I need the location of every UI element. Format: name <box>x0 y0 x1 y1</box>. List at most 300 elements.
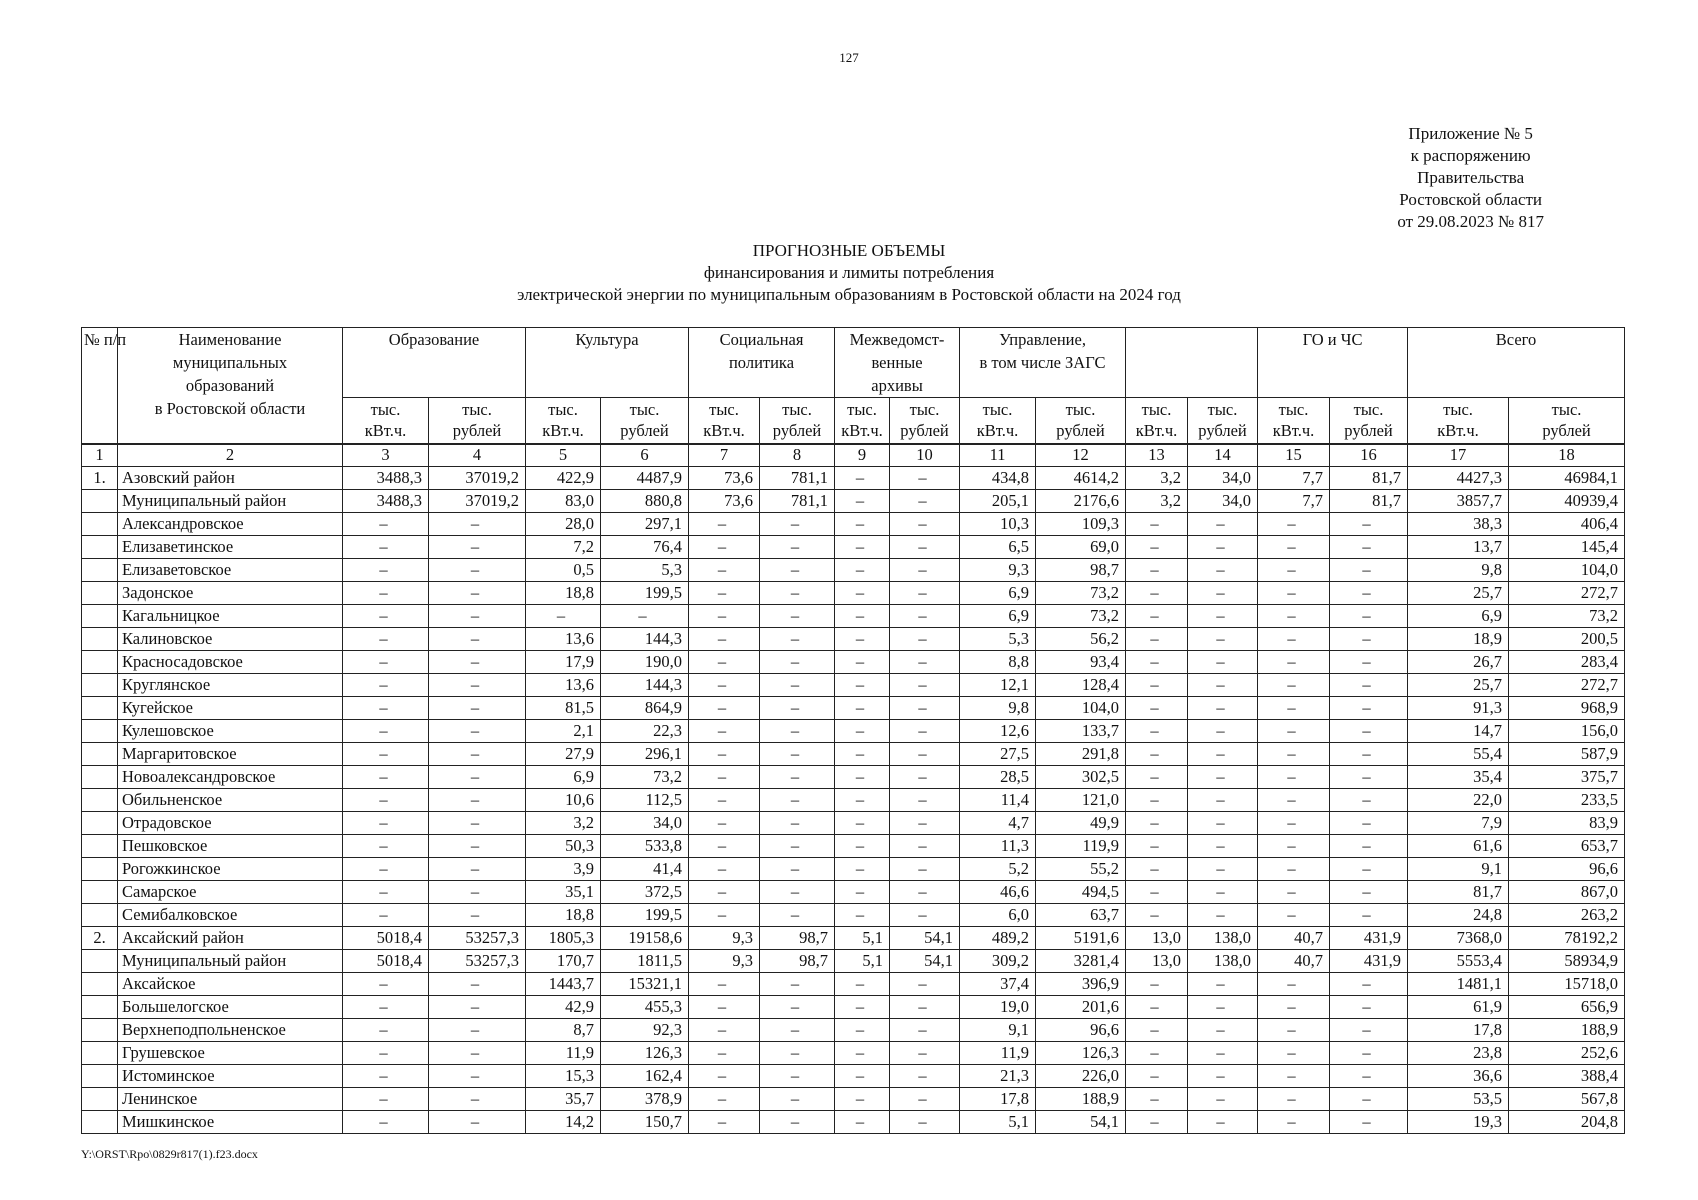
header-text-line: Социальная <box>719 330 804 349</box>
value-cell: 23,8 <box>1408 1042 1509 1065</box>
header-group <box>1408 328 1625 398</box>
value-cell: – <box>760 582 835 605</box>
document-title <box>0 240 1698 306</box>
value-cell: – <box>1126 605 1188 628</box>
header-text-line: тыс. <box>847 400 877 419</box>
table-row <box>82 881 1625 904</box>
value-cell: 233,5 <box>1509 789 1625 812</box>
value-cell: – <box>1188 720 1258 743</box>
value-cell: – <box>429 835 526 858</box>
value-cell: 11,9 <box>960 1042 1036 1065</box>
municipality-name: Верхнеподпольненское <box>118 1019 343 1042</box>
value-cell: 96,6 <box>1036 1019 1126 1042</box>
value-cell: – <box>760 996 835 1019</box>
header-text-line: кВт.ч. <box>542 421 584 440</box>
unit-kwh <box>1408 398 1509 445</box>
header-text-line: кВт.ч. <box>1437 421 1479 440</box>
value-cell: – <box>890 1065 960 1088</box>
value-cell: 494,5 <box>1036 881 1126 904</box>
value-cell: – <box>689 996 760 1019</box>
table-row <box>82 950 1625 973</box>
value-cell: 37,4 <box>960 973 1036 996</box>
value-cell: 18,8 <box>526 904 601 927</box>
value-cell: 10,6 <box>526 789 601 812</box>
value-cell: 98,7 <box>760 927 835 950</box>
value-cell: 145,4 <box>1509 536 1625 559</box>
value-cell: – <box>1330 904 1408 927</box>
value-cell: 431,9 <box>1330 950 1408 973</box>
header-text-line: Образование <box>388 330 480 349</box>
value-cell: – <box>1258 651 1330 674</box>
value-cell: 40,7 <box>1258 950 1330 973</box>
value-cell: 188,9 <box>1036 1088 1126 1111</box>
value-cell: – <box>1126 812 1188 835</box>
value-cell: – <box>689 789 760 812</box>
value-cell: – <box>689 536 760 559</box>
value-cell: – <box>890 674 960 697</box>
value-cell: – <box>343 743 429 766</box>
value-cell: 1443,7 <box>526 973 601 996</box>
table-row <box>82 559 1625 582</box>
value-cell: – <box>1330 881 1408 904</box>
value-cell: – <box>890 743 960 766</box>
value-cell: 15718,0 <box>1509 973 1625 996</box>
header-text-line: тыс. <box>1353 400 1384 419</box>
value-cell: – <box>890 1019 960 1042</box>
value-cell: – <box>760 1042 835 1065</box>
value-cell: 309,2 <box>960 950 1036 973</box>
value-cell: – <box>689 812 760 835</box>
page-number: 127 <box>839 50 859 65</box>
value-cell: 53,5 <box>1408 1088 1509 1111</box>
value-cell: 5018,4 <box>343 927 429 950</box>
value-cell: – <box>1258 674 1330 697</box>
value-cell: – <box>1330 559 1408 582</box>
header-text-line: тыс. <box>370 400 401 419</box>
row-index <box>82 950 118 973</box>
row-index <box>82 812 118 835</box>
value-cell: – <box>835 467 890 490</box>
header-group <box>1258 328 1408 398</box>
value-cell: – <box>890 490 960 513</box>
column-number: 15 <box>1258 444 1330 467</box>
value-cell: – <box>835 904 890 927</box>
municipality-name: Муниципальный район <box>118 490 343 513</box>
unit-rub <box>1036 398 1126 445</box>
appendix-block <box>1397 123 1544 233</box>
value-cell: 138,0 <box>1188 950 1258 973</box>
value-cell: 396,9 <box>1036 973 1126 996</box>
value-cell: 162,4 <box>601 1065 689 1088</box>
value-cell: – <box>343 766 429 789</box>
value-cell: – <box>1330 1088 1408 1111</box>
value-cell: – <box>1330 674 1408 697</box>
value-cell: – <box>429 881 526 904</box>
value-cell: 5553,4 <box>1408 950 1509 973</box>
header-text-line: тыс. <box>1443 400 1473 419</box>
value-cell: – <box>1330 1019 1408 1042</box>
value-cell: 1481,1 <box>1408 973 1509 996</box>
value-cell: – <box>760 835 835 858</box>
header-text-line: в том числе ЗАГС <box>979 353 1106 372</box>
value-cell: – <box>835 812 890 835</box>
value-cell: 4,7 <box>960 812 1036 835</box>
value-cell: – <box>1258 720 1330 743</box>
table-row <box>82 651 1625 674</box>
value-cell: 73,2 <box>1036 582 1126 605</box>
value-cell: 6,9 <box>1408 605 1509 628</box>
value-cell: – <box>1188 835 1258 858</box>
value-cell: – <box>890 651 960 674</box>
value-cell: 6,9 <box>960 605 1036 628</box>
value-cell: – <box>835 720 890 743</box>
value-cell: – <box>343 789 429 812</box>
header-text-line: Культура <box>575 330 639 349</box>
value-cell: 9,3 <box>960 559 1036 582</box>
value-cell: – <box>689 628 760 651</box>
value-cell: – <box>1126 1111 1188 1134</box>
value-cell: – <box>689 766 760 789</box>
value-cell: – <box>1258 743 1330 766</box>
value-cell: 15321,1 <box>601 973 689 996</box>
value-cell: 5,3 <box>601 559 689 582</box>
value-cell: – <box>835 996 890 1019</box>
value-cell: – <box>1126 973 1188 996</box>
title-line: ПРОГНОЗНЫЕ ОБЪЕМЫ <box>752 241 946 260</box>
value-cell: – <box>343 628 429 651</box>
value-cell: 864,9 <box>601 697 689 720</box>
column-number: 8 <box>760 444 835 467</box>
value-cell: – <box>1258 973 1330 996</box>
title-line: электрической энергии по муниципальным образованиям в Ростовской области на 2024 год <box>517 285 1181 304</box>
value-cell: – <box>429 973 526 996</box>
header-text-line: тыс. <box>709 400 739 419</box>
file-path-footer: Y:\ORST\Rpo\0829r817(1).f23.docx <box>81 1147 258 1161</box>
value-cell: – <box>1188 789 1258 812</box>
header-text-line: в Ростовской области <box>154 399 306 418</box>
value-cell: – <box>1330 582 1408 605</box>
value-cell: – <box>343 674 429 697</box>
municipality-name: Мишкинское <box>118 1111 343 1134</box>
municipality-name: Новоалександровское <box>118 766 343 789</box>
header-text-line: муниципальных <box>172 353 288 372</box>
value-cell: – <box>1330 513 1408 536</box>
row-index <box>82 743 118 766</box>
value-cell: 54,1 <box>1036 1111 1126 1134</box>
value-cell: 13,0 <box>1126 950 1188 973</box>
municipality-name: Задонское <box>118 582 343 605</box>
value-cell: – <box>343 858 429 881</box>
value-cell: 388,4 <box>1509 1065 1625 1088</box>
value-cell: 24,8 <box>1408 904 1509 927</box>
value-cell: – <box>1126 881 1188 904</box>
value-cell: 93,4 <box>1036 651 1126 674</box>
value-cell: – <box>1126 904 1188 927</box>
value-cell: – <box>1258 513 1330 536</box>
value-cell: – <box>526 605 601 628</box>
value-cell: 55,4 <box>1408 743 1509 766</box>
value-cell: 7,2 <box>526 536 601 559</box>
value-cell: – <box>760 904 835 927</box>
header-group <box>526 328 689 398</box>
value-cell: – <box>760 536 835 559</box>
value-cell: 36,6 <box>1408 1065 1509 1088</box>
value-cell: 533,8 <box>601 835 689 858</box>
value-cell: – <box>343 904 429 927</box>
value-cell: 170,7 <box>526 950 601 973</box>
value-cell: – <box>1188 582 1258 605</box>
value-cell: 81,7 <box>1330 490 1408 513</box>
header-text-line: тыс. <box>629 400 660 419</box>
row-index <box>82 766 118 789</box>
value-cell: 204,8 <box>1509 1111 1625 1134</box>
value-cell: – <box>1188 1065 1258 1088</box>
value-cell: – <box>689 582 760 605</box>
value-cell: – <box>429 996 526 1019</box>
header-text-line: тыс. <box>462 400 492 419</box>
row-index <box>82 605 118 628</box>
value-cell: – <box>689 513 760 536</box>
header-row-groups <box>82 328 1625 398</box>
value-cell: – <box>1126 720 1188 743</box>
unit-kwh <box>1126 398 1188 445</box>
value-cell: 104,0 <box>1036 697 1126 720</box>
value-cell: – <box>760 812 835 835</box>
value-cell: 34,0 <box>1188 467 1258 490</box>
column-number: 14 <box>1188 444 1258 467</box>
value-cell: – <box>429 674 526 697</box>
value-cell: – <box>689 1111 760 1134</box>
table-row <box>82 858 1625 881</box>
value-cell: – <box>1126 628 1188 651</box>
value-cell: – <box>689 835 760 858</box>
header-text-line: ГО и ЧС <box>1302 330 1363 349</box>
value-cell: 968,9 <box>1509 697 1625 720</box>
table-row <box>82 743 1625 766</box>
value-cell: 13,6 <box>526 628 601 651</box>
value-cell: 3,2 <box>1126 490 1188 513</box>
value-cell: – <box>890 858 960 881</box>
header-text-line: тыс. <box>909 400 940 419</box>
header-text-line: кВт.ч. <box>841 421 883 440</box>
value-cell: – <box>1188 1088 1258 1111</box>
table-row <box>82 904 1625 927</box>
header-text-line: тыс. <box>982 400 1013 419</box>
table-row <box>82 582 1625 605</box>
value-cell: 252,6 <box>1509 1042 1625 1065</box>
value-cell: – <box>1330 1111 1408 1134</box>
value-cell: 378,9 <box>601 1088 689 1111</box>
value-cell: – <box>343 651 429 674</box>
value-cell: – <box>689 697 760 720</box>
value-cell: 12,1 <box>960 674 1036 697</box>
row-index <box>82 881 118 904</box>
value-cell: – <box>601 605 689 628</box>
unit-rub <box>601 398 689 445</box>
value-cell: – <box>1330 651 1408 674</box>
header-text-line: тыс. <box>548 400 578 419</box>
value-cell: 73,6 <box>689 490 760 513</box>
table-row <box>82 1042 1625 1065</box>
value-cell: – <box>835 835 890 858</box>
value-cell: – <box>343 973 429 996</box>
value-cell: – <box>1330 789 1408 812</box>
value-cell: 5,3 <box>960 628 1036 651</box>
value-cell: 76,4 <box>601 536 689 559</box>
municipality-name: Муниципальный район <box>118 950 343 973</box>
value-cell: 3857,7 <box>1408 490 1509 513</box>
municipality-name: Пешковское <box>118 835 343 858</box>
value-cell: – <box>689 674 760 697</box>
value-cell: 656,9 <box>1509 996 1625 1019</box>
value-cell: – <box>1126 536 1188 559</box>
value-cell: 49,9 <box>1036 812 1126 835</box>
value-cell: – <box>1258 835 1330 858</box>
value-cell: – <box>1258 996 1330 1019</box>
row-index: 2. <box>82 927 118 950</box>
value-cell: – <box>689 743 760 766</box>
value-cell: – <box>760 628 835 651</box>
value-cell: – <box>1126 651 1188 674</box>
value-cell: – <box>890 789 960 812</box>
value-cell: 653,7 <box>1509 835 1625 858</box>
value-cell: – <box>835 858 890 881</box>
value-cell: 22,3 <box>601 720 689 743</box>
municipality-name: Большелогское <box>118 996 343 1019</box>
value-cell: – <box>1330 1042 1408 1065</box>
column-number: 12 <box>1036 444 1126 467</box>
value-cell: – <box>1330 812 1408 835</box>
value-cell: – <box>760 674 835 697</box>
value-cell: 144,3 <box>601 628 689 651</box>
table-row <box>82 697 1625 720</box>
value-cell: – <box>343 582 429 605</box>
value-cell: 455,3 <box>601 996 689 1019</box>
municipality-name: Ленинское <box>118 1088 343 1111</box>
value-cell: 13,0 <box>1126 927 1188 950</box>
value-cell: – <box>760 1111 835 1134</box>
value-cell: – <box>835 651 890 674</box>
value-cell: 1811,5 <box>601 950 689 973</box>
value-cell: – <box>890 536 960 559</box>
value-cell: 81,7 <box>1408 881 1509 904</box>
value-cell: 15,3 <box>526 1065 601 1088</box>
value-cell: – <box>1258 789 1330 812</box>
value-cell: – <box>429 1065 526 1088</box>
value-cell: 5191,6 <box>1036 927 1126 950</box>
value-cell: – <box>429 559 526 582</box>
value-cell: – <box>343 1065 429 1088</box>
value-cell: 37019,2 <box>429 467 526 490</box>
table-row <box>82 1019 1625 1042</box>
value-cell: – <box>1188 536 1258 559</box>
value-cell: 34,0 <box>601 812 689 835</box>
value-cell: 9,1 <box>1408 858 1509 881</box>
value-cell: 11,4 <box>960 789 1036 812</box>
header-group <box>835 328 960 398</box>
value-cell: – <box>835 1019 890 1042</box>
row-index <box>82 559 118 582</box>
header-group <box>960 328 1126 398</box>
header-municipality-name <box>118 328 343 445</box>
value-cell: – <box>429 858 526 881</box>
value-cell: 73,2 <box>1509 605 1625 628</box>
value-cell: – <box>429 628 526 651</box>
value-cell: 587,9 <box>1509 743 1625 766</box>
value-cell: – <box>890 467 960 490</box>
value-cell: – <box>1330 536 1408 559</box>
value-cell: – <box>1258 812 1330 835</box>
municipality-name: Александровское <box>118 513 343 536</box>
value-cell: – <box>429 651 526 674</box>
value-cell: – <box>890 628 960 651</box>
value-cell: 56,2 <box>1036 628 1126 651</box>
value-cell: – <box>689 973 760 996</box>
municipality-name: Елизаветовское <box>118 559 343 582</box>
municipality-name: Маргаритовское <box>118 743 343 766</box>
row-index <box>82 697 118 720</box>
municipality-name: Грушевское <box>118 1042 343 1065</box>
value-cell: – <box>1258 1088 1330 1111</box>
value-cell: 121,0 <box>1036 789 1126 812</box>
column-number: 13 <box>1126 444 1188 467</box>
value-cell: – <box>1188 628 1258 651</box>
row-index <box>82 1088 118 1111</box>
value-cell: – <box>835 1111 890 1134</box>
value-cell: – <box>1188 904 1258 927</box>
value-cell: 0,5 <box>526 559 601 582</box>
value-cell: 78192,2 <box>1509 927 1625 950</box>
value-cell: 126,3 <box>601 1042 689 1065</box>
value-cell: 27,5 <box>960 743 1036 766</box>
value-cell: – <box>1188 674 1258 697</box>
value-cell: 19,0 <box>960 996 1036 1019</box>
value-cell: 37019,2 <box>429 490 526 513</box>
municipality-name: Отрадовское <box>118 812 343 835</box>
value-cell: 27,9 <box>526 743 601 766</box>
value-cell: – <box>890 812 960 835</box>
value-cell: 73,2 <box>1036 605 1126 628</box>
value-cell: 104,0 <box>1509 559 1625 582</box>
value-cell: 40939,4 <box>1509 490 1625 513</box>
unit-rub <box>1188 398 1258 445</box>
value-cell: – <box>1330 766 1408 789</box>
value-cell: – <box>760 559 835 582</box>
value-cell: – <box>343 605 429 628</box>
row-index: 1. <box>82 467 118 490</box>
row-index <box>82 996 118 1019</box>
column-number: 9 <box>835 444 890 467</box>
value-cell: 54,1 <box>890 927 960 950</box>
header-group <box>1126 328 1258 398</box>
value-cell: – <box>890 881 960 904</box>
value-cell: – <box>760 1065 835 1088</box>
value-cell: – <box>890 720 960 743</box>
value-cell: 6,0 <box>960 904 1036 927</box>
value-cell: – <box>689 904 760 927</box>
value-cell: – <box>835 1065 890 1088</box>
value-cell: 11,3 <box>960 835 1036 858</box>
value-cell: 7,7 <box>1258 467 1330 490</box>
municipality-name: Кагальницкое <box>118 605 343 628</box>
value-cell: – <box>429 720 526 743</box>
value-cell: 17,8 <box>1408 1019 1509 1042</box>
value-cell: – <box>429 1088 526 1111</box>
value-cell: – <box>1126 1088 1188 1111</box>
header-group <box>689 328 835 398</box>
value-cell: – <box>835 513 890 536</box>
value-cell: 22,0 <box>1408 789 1509 812</box>
